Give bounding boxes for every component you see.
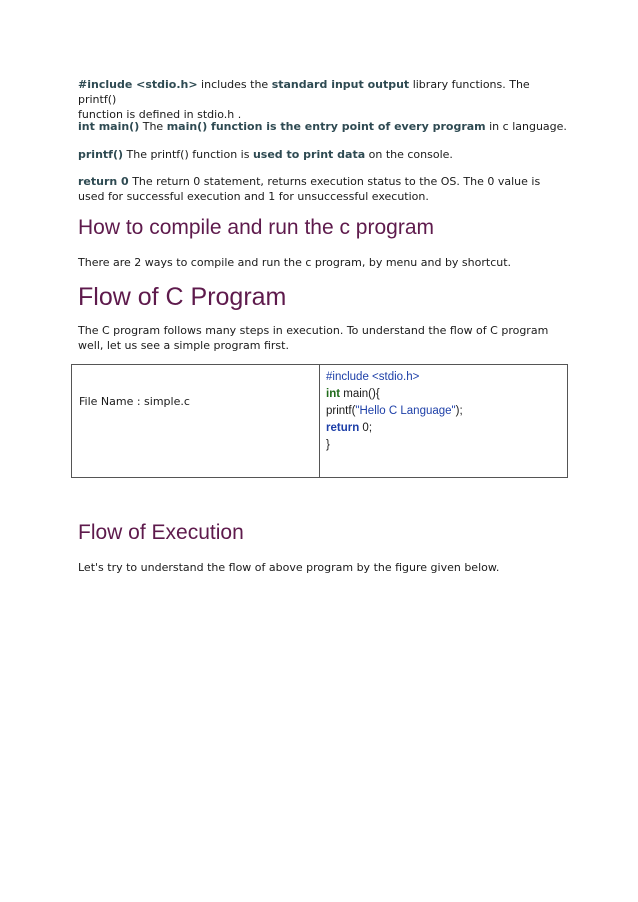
include-keyword: #include <stdio.h> (78, 78, 198, 91)
execution-heading: Flow of Execution (78, 521, 244, 544)
return-keyword: return (326, 422, 360, 434)
printf-keyword: printf() (78, 148, 123, 161)
intro-include-paragraph (78, 77, 568, 122)
text: library functions. The printf() (78, 78, 530, 106)
flow-heading: Flow of C Program (78, 283, 287, 311)
main-keyword: int main() (78, 120, 140, 133)
text: The return 0 statement, returns execution status to the OS. The 0 value is (128, 175, 541, 188)
flow-intro-paragraph (78, 323, 548, 353)
code-cell (320, 365, 568, 478)
compile-heading: How to compile and run the c program (78, 216, 435, 239)
file-name-cell (72, 365, 320, 478)
text: The C program follows many steps in execution. To understand the flow of C program (78, 324, 549, 337)
code-line-close: } (326, 439, 330, 451)
text: includes the (197, 78, 272, 91)
text: function is defined in stdio.h . (78, 108, 242, 121)
intro-return-paragraph (78, 174, 540, 204)
text: in c language. (485, 120, 567, 133)
code-line-include: #include <stdio.h> (326, 371, 420, 383)
intro-printf-paragraph (78, 147, 453, 162)
string-literal: "Hello C Language" (355, 405, 456, 417)
text: The (139, 120, 167, 133)
text: ); (455, 405, 463, 417)
intro-main-paragraph (78, 119, 567, 134)
entry-point-keyword: main() function is the entry point of every program (166, 120, 486, 133)
code-line-return (320, 420, 567, 437)
text: 0; (359, 422, 373, 434)
text: well, let us see a simple program first. (78, 339, 289, 352)
execution-text: Let's try to understand the flow of above program by the figure given below. (78, 561, 500, 574)
text: printf( (326, 405, 356, 417)
return-keyword: return 0 (78, 175, 129, 188)
code-table (71, 364, 568, 478)
compile-text: There are 2 ways to compile and run the c program, by menu and by shortcut. (78, 256, 512, 269)
text: on the console. (365, 148, 453, 161)
text: The printf() function is (123, 148, 253, 161)
text: used for successful execution and 1 for unsuccessful execution. (78, 190, 429, 203)
file-name-label: File Name : simple.c (79, 395, 190, 408)
stdio-keyword: standard input output (271, 78, 410, 91)
int-keyword: int (326, 388, 341, 400)
print-data-keyword: used to print data (252, 148, 366, 161)
code-line-main (320, 386, 567, 403)
code-line-printf (320, 403, 567, 420)
text: main(){ (340, 388, 380, 400)
